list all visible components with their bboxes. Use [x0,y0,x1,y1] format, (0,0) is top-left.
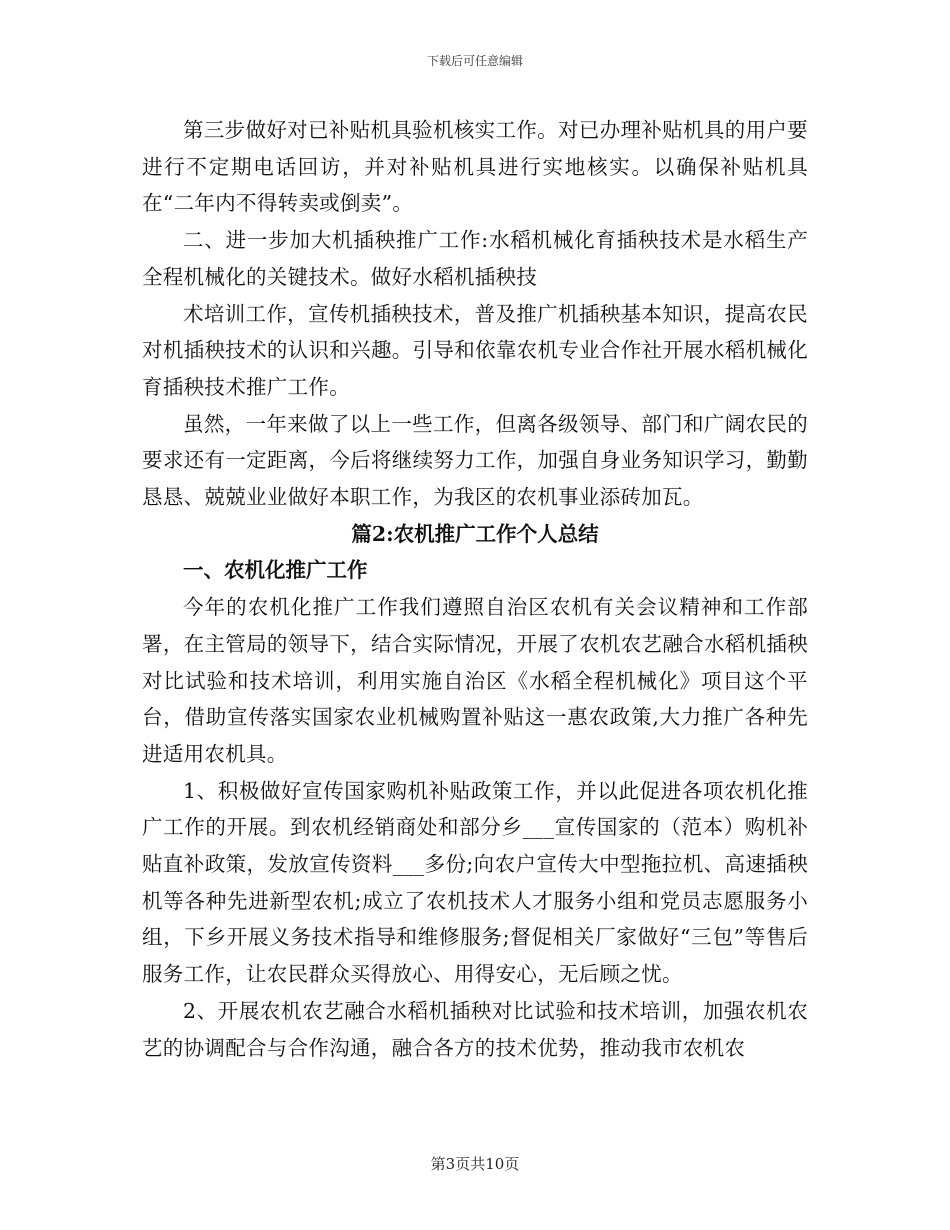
paragraph-intro: 今年的农机化推广工作我们遵照自治区农机有关会议精神和工作部署，在主管局的领导下，结合实际情况，开展了农机农艺融合水稻机插秧对比试验和技术培训，利用实施自治区《水稻全程机械化》项目这个平台，借助宣传落实国家农业机械购置补贴这一惠农政策,大力推广各种先进适用农机具。 [142,595,808,766]
page-footer: 第3页共10页 [430,1155,520,1173]
subheading: 一、农机化推广工作 [183,558,368,583]
paragraph-item-one: 1、积极做好宣传国家购机补贴政策工作，并以此促进各项农机化推广工作的开展。到农机经销商处和部分乡___宣传国家的（范本）购机补贴直补政策，发放宣传资料___多份;向农户宣传大中型拖拉机、高速插秧机等各种先进新型农机;成立了农机技术人才服务小组和党员志愿服务小组，下乡开展义务技术指导和维修服务;督促相关厂家做好“三包”等售后服务工作，让农民群众买得放心、用得安心，无后顾之忧。 [142,778,808,987]
page-header: 下载后可任意编辑 [426,54,523,68]
paragraph-item-two: 2、开展农机农艺融合水稻机插秧对比试验和技术培训，加强农机农艺的协调配合与合作沟通，融合各方的技术优势，推动我市农机农 [142,998,808,1060]
paragraph-step-three: 第三步做好对已补贴机具验机核实工作。对已办理补贴机具的用户要进行不定期电话回访，并对补贴机具进行实地核实。以确保补贴机具在“二年内不得转卖或倒卖”。 [142,118,808,216]
document-body [142,112,808,1066]
section-title: 篇2:农机推广工作个人总结 [351,521,599,546]
paragraph-conclusion: 虽然，一年来做了以上一些工作，但离各级领导、部门和广阔农民的要求还有一定距离，今后将继续努力工作，加强自身业务知识学习，勤勤恳恳、兢兢业业做好本职工作，为我区的农机事业添砖加瓦。 [142,411,808,510]
paragraph-training: 术培训工作，宣传机插秧技术，普及推广机插秧基本知识，提高农民对机插秧技术的认识和兴趣。引导和依靠农机专业合作社开展水稻机械化育插秧技术推广工作。 [142,301,808,399]
paragraph-section-two: 二、进一步加大机插秧推广工作:水稻机械化育插秧技术是水稻生产全程机械化的关键技术。做好水稻机插秧技 [142,228,808,289]
